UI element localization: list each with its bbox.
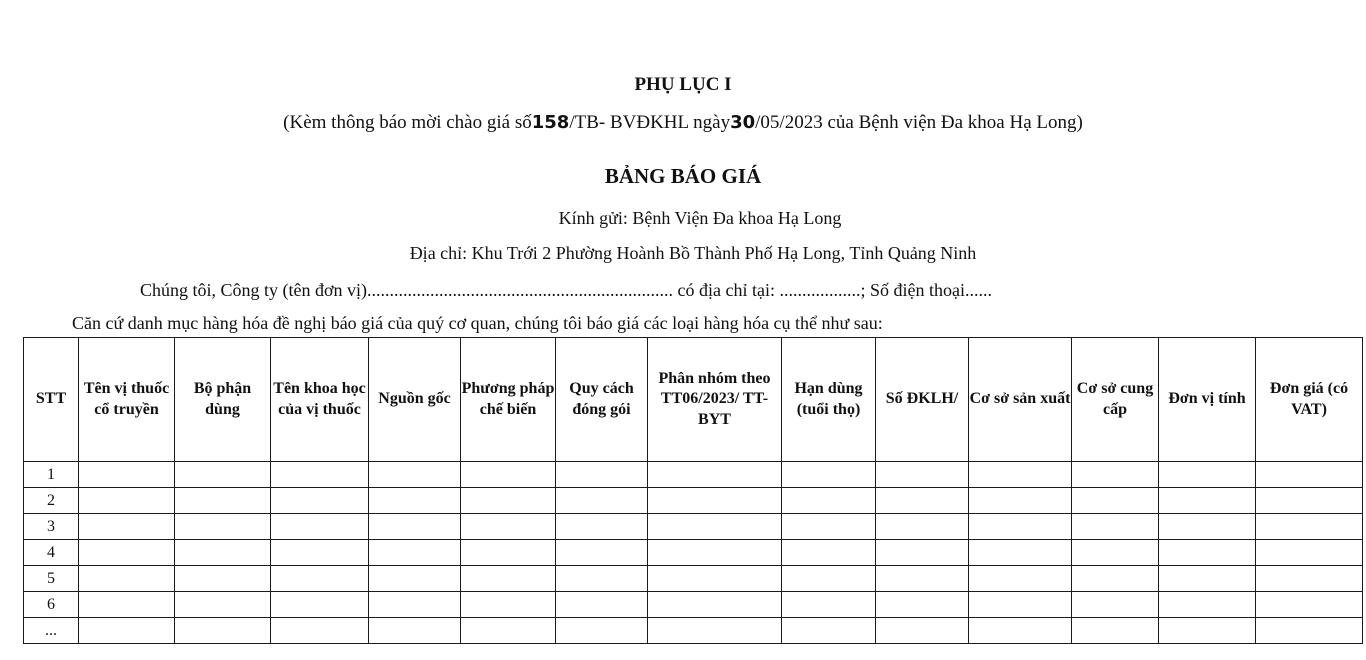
empty-cell [969, 618, 1072, 644]
company-line: Chúng tôi, Công ty (tên đơn vị).................................................................... có địa chỉ tại: ..................; Số điện thoại...... [140, 280, 992, 300]
row-number-cell: ... [24, 618, 79, 644]
empty-cell [79, 514, 175, 540]
subtitle-prefix: (Kèm thông báo mời chào giá số [283, 112, 532, 133]
empty-cell [556, 566, 648, 592]
header-cell: Cơ sở cung cấp [1072, 338, 1159, 462]
table-row [24, 462, 1363, 488]
table-header-row [24, 338, 1363, 462]
empty-cell [271, 462, 369, 488]
empty-cell [1159, 514, 1256, 540]
handwritten-day: 30 [730, 112, 756, 133]
empty-cell [556, 618, 648, 644]
empty-cell [175, 592, 271, 618]
empty-cell [79, 566, 175, 592]
table-row [24, 592, 1363, 618]
row-number-cell: 5 [24, 566, 79, 592]
empty-cell [461, 566, 556, 592]
empty-cell [369, 540, 461, 566]
empty-cell [461, 618, 556, 644]
table-row [24, 514, 1363, 540]
empty-cell [79, 618, 175, 644]
subtitle-mid: /TB- BVĐKHL ngày [569, 112, 731, 133]
subtitle-suffix: /05/2023 của Bệnh viện Đa khoa Hạ Long) [755, 112, 1083, 133]
empty-cell [175, 540, 271, 566]
empty-cell [556, 488, 648, 514]
table-body [24, 462, 1363, 644]
quote-heading: BẢNG BÁO GIÁ [604, 164, 762, 188]
empty-cell [79, 462, 175, 488]
empty-cell [648, 566, 782, 592]
empty-cell [876, 462, 969, 488]
empty-cell [782, 488, 876, 514]
empty-cell [1256, 462, 1363, 488]
empty-cell [782, 566, 876, 592]
header-cell: STT [24, 338, 79, 462]
empty-cell [1256, 514, 1363, 540]
header-cell: Hạn dùng (tuổi thọ) [782, 338, 876, 462]
empty-cell [461, 540, 556, 566]
empty-cell [1159, 618, 1256, 644]
empty-cell [1159, 566, 1256, 592]
empty-cell [1256, 592, 1363, 618]
row-number-cell: 4 [24, 540, 79, 566]
table-row [24, 488, 1363, 514]
empty-cell [876, 592, 969, 618]
empty-cell [648, 514, 782, 540]
empty-cell [369, 514, 461, 540]
empty-cell [369, 592, 461, 618]
row-number-cell: 2 [24, 488, 79, 514]
empty-cell [369, 618, 461, 644]
empty-cell [969, 514, 1072, 540]
empty-cell [1159, 540, 1256, 566]
empty-cell [79, 592, 175, 618]
empty-cell [175, 488, 271, 514]
empty-cell [648, 592, 782, 618]
header-cell: Quy cách đóng gói [556, 338, 648, 462]
header-cell: Đơn giá (có VAT) [1256, 338, 1363, 462]
empty-cell [369, 566, 461, 592]
empty-cell [1159, 488, 1256, 514]
header-cell: Số ĐKLH/ [876, 338, 969, 462]
empty-cell [175, 618, 271, 644]
empty-cell [782, 592, 876, 618]
header-cell: Nguồn gốc [369, 338, 461, 462]
empty-cell [175, 462, 271, 488]
empty-cell [969, 488, 1072, 514]
header-cell: Phương pháp chế biến [461, 338, 556, 462]
empty-cell [876, 540, 969, 566]
empty-cell [461, 592, 556, 618]
empty-cell [79, 540, 175, 566]
empty-cell [876, 514, 969, 540]
empty-cell [876, 566, 969, 592]
empty-cell [79, 488, 175, 514]
empty-cell [1072, 566, 1159, 592]
table-row [24, 566, 1363, 592]
empty-cell [1072, 514, 1159, 540]
empty-cell [782, 462, 876, 488]
header-cell: Phân nhóm theo TT06/2023/ TT-BYT [648, 338, 782, 462]
empty-cell [271, 618, 369, 644]
empty-cell [369, 462, 461, 488]
empty-cell [648, 462, 782, 488]
empty-cell [969, 566, 1072, 592]
empty-cell [556, 462, 648, 488]
header-cell: Tên khoa học của vị thuốc [271, 338, 369, 462]
row-number-cell: 6 [24, 592, 79, 618]
empty-cell [461, 488, 556, 514]
empty-cell [271, 566, 369, 592]
empty-cell [648, 618, 782, 644]
empty-cell [556, 540, 648, 566]
empty-cell [876, 488, 969, 514]
empty-cell [969, 462, 1072, 488]
handwritten-notice-number: 158 [531, 112, 570, 133]
empty-cell [782, 618, 876, 644]
empty-cell [1072, 462, 1159, 488]
empty-cell [782, 540, 876, 566]
empty-cell [271, 540, 369, 566]
empty-cell [969, 540, 1072, 566]
empty-cell [271, 488, 369, 514]
empty-cell [1159, 592, 1256, 618]
empty-cell [271, 514, 369, 540]
empty-cell [556, 514, 648, 540]
row-number-cell: 1 [24, 462, 79, 488]
empty-cell [1256, 566, 1363, 592]
empty-cell [461, 462, 556, 488]
basis-line: Căn cứ danh mục hàng hóa đề nghị báo giá của quý cơ quan, chúng tôi báo giá các loại hàng hóa cụ thể như sau: [72, 313, 883, 333]
empty-cell [1072, 540, 1159, 566]
row-number-cell: 3 [24, 514, 79, 540]
header-cell: Tên vị thuốc cổ truyền [79, 338, 175, 462]
address-line: Địa chỉ: Khu Trới 2 Phường Hoành Bồ Thành Phố Hạ Long, Tỉnh Quảng Ninh [409, 243, 977, 263]
empty-cell [556, 592, 648, 618]
empty-cell [876, 618, 969, 644]
empty-cell [1072, 592, 1159, 618]
table-row [24, 618, 1363, 644]
appendix-subtitle [0, 112, 1366, 134]
header-cell: Cơ sở sản xuất [969, 338, 1072, 462]
recipient-line: Kính gửi: Bệnh Viện Đa khoa Hạ Long [558, 208, 842, 228]
empty-cell [1159, 462, 1256, 488]
empty-cell [175, 566, 271, 592]
empty-cell [648, 540, 782, 566]
empty-cell [1256, 540, 1363, 566]
header-cell: Đơn vị tính [1159, 338, 1256, 462]
empty-cell [1072, 488, 1159, 514]
empty-cell [1256, 488, 1363, 514]
empty-cell [969, 592, 1072, 618]
empty-cell [1072, 618, 1159, 644]
header-cell: Bộ phận dùng [175, 338, 271, 462]
quote-table [23, 337, 1363, 644]
empty-cell [271, 592, 369, 618]
empty-cell [648, 488, 782, 514]
empty-cell [461, 514, 556, 540]
empty-cell [369, 488, 461, 514]
empty-cell [175, 514, 271, 540]
appendix-title: PHỤ LỤC I [634, 74, 732, 95]
empty-cell [1256, 618, 1363, 644]
empty-cell [782, 514, 876, 540]
table-row [24, 540, 1363, 566]
